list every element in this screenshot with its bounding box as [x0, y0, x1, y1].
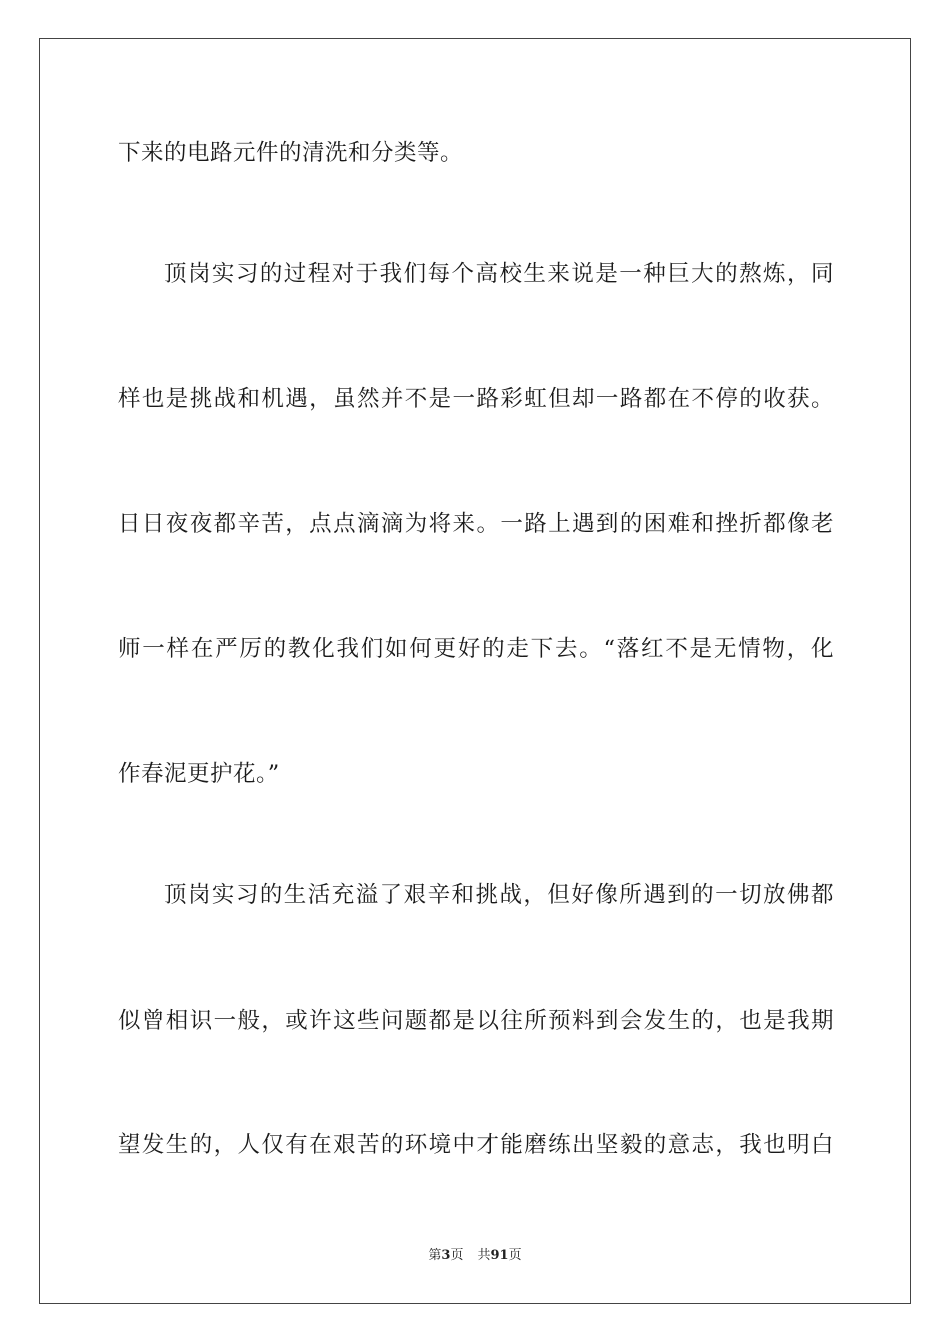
total-suffix: 页 [508, 1248, 522, 1263]
page-border [39, 38, 911, 1304]
paragraph-line-3: 样也是挑战和机遇，虽然并不是一路彩虹但却一路都在不停的收获。 [118, 386, 834, 412]
total-prefix: 共 [477, 1248, 491, 1263]
paragraph-line-5: 师一样在严厉的教化我们如何更好的走下去。“落红不是无情物，化 [118, 636, 834, 662]
page-prefix: 第 [428, 1248, 442, 1263]
page-suffix: 页 [450, 1248, 464, 1263]
paragraph-line-9: 望发生的，人仅有在艰苦的环境中才能磨练出坚毅的意志，我也明白 [118, 1132, 834, 1158]
paragraph-line-2: 顶岗实习的过程对于我们每个高校生来说是一种巨大的熬炼，同 [164, 261, 834, 287]
page-number: 3 [441, 1248, 451, 1263]
page-footer [0, 1246, 950, 1266]
paragraph-line-4: 日日夜夜都辛苦，点点滴滴为将来。一路上遇到的困难和挫折都像老 [118, 511, 834, 537]
paragraph-line-7: 顶岗实习的生活充溢了艰辛和挑战，但好像所遇到的一切放佛都 [164, 882, 834, 908]
total-pages: 91 [490, 1248, 509, 1263]
paragraph-line-6: 作春泥更护花。” [118, 761, 280, 787]
paragraph-line-1: 下来的电路元件的清洗和分类等。 [118, 140, 464, 166]
paragraph-line-8: 似曾相识一般，或许这些问题都是以往所预料到会发生的，也是我期 [118, 1008, 834, 1034]
